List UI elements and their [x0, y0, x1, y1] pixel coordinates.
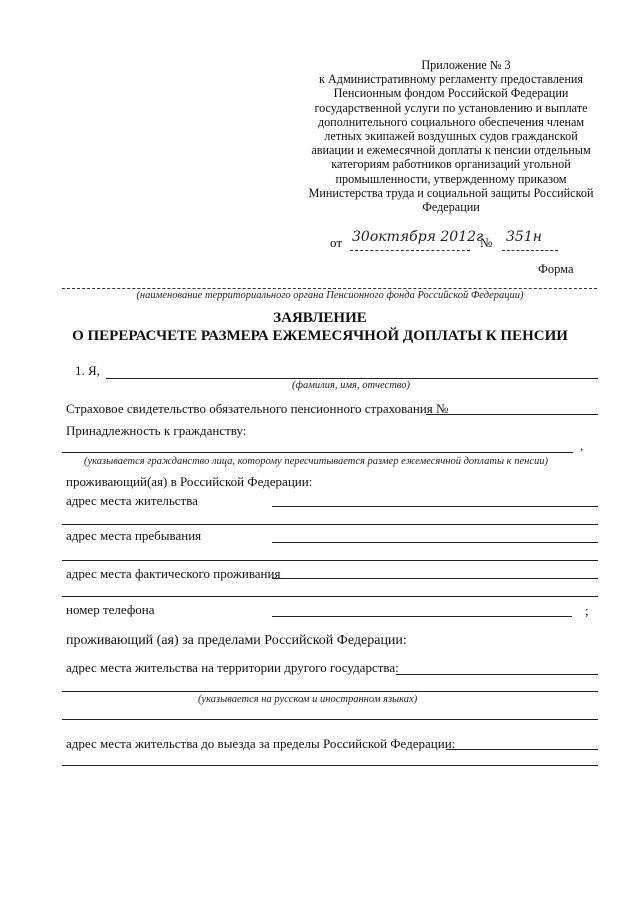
- before-departure-label: адрес места жительства до выезда за пределы Российской Федерации:: [66, 736, 456, 751]
- order-details: [330, 229, 600, 253]
- actual-residence-line-1[interactable]: [272, 578, 598, 579]
- foreign-address-hint: (указывается на русском и иностранном языках): [198, 694, 418, 705]
- appendix-text: к Административному регламенту предоставления Пенсионным фондом Российской Федерации государственной услуги по установлению и выплате дополнительного социального обеспечения членам летных экипажей воздушных судов гражданской авиации и ежемесячной доплаты к пенсии отдельным категориям работников организаций угольной промышленности, утвержденному приказом Министерства труда и социальной защиты Российской Федерации: [308, 72, 594, 215]
- stay-label: адрес места пребывания: [66, 528, 202, 543]
- citizenship-label: Принадлежность к гражданству:: [66, 423, 247, 438]
- before-departure-line-1[interactable]: [446, 749, 598, 750]
- order-number-handwritten: 351н: [506, 229, 542, 245]
- insurance-label: Страховое свидетельство обязательного пенсионного страхования №: [66, 401, 449, 416]
- order-number-line: [502, 250, 558, 251]
- residence-label: адрес места жительства: [66, 493, 198, 508]
- document-title: ЗАЯВЛЕНИЕ: [273, 310, 367, 326]
- phone-semicolon: ;: [585, 603, 589, 618]
- foreign-address-label: адрес места жительства на территории другого государства:: [66, 660, 399, 675]
- residence-line-1[interactable]: [272, 506, 598, 507]
- fio-hint: (фамилия, имя, отчество): [292, 380, 410, 391]
- document-subtitle: О ПЕРЕРАСЧЕТЕ РАЗМЕРА ЕЖЕМЕСЯЧНОЙ ДОПЛАТЫ К ПЕНСИИ: [72, 328, 568, 344]
- actual-residence-label: адрес места фактического проживания: [66, 566, 281, 581]
- form-label: Форма: [538, 262, 574, 276]
- org-name-line[interactable]: [62, 288, 597, 289]
- phone-label: номер телефона: [66, 602, 155, 617]
- order-date-handwritten: 30октября 2012г: [352, 229, 484, 245]
- citizenship-line[interactable]: [62, 452, 573, 453]
- order-number-label: №: [480, 235, 493, 250]
- abroad-label: проживающий (ая) за пределами Российской Федерации:: [66, 633, 407, 648]
- residence-line-2[interactable]: [62, 524, 598, 525]
- org-name-hint: (наименование территориального органа Пенсионного фонда Российской Федерации): [136, 290, 524, 301]
- citizenship-hint: (указывается гражданство лица, которому пересчитывается размер ежемесячной доплаты к пенсии): [84, 456, 548, 467]
- item1-label: 1. Я,: [75, 363, 100, 378]
- foreign-address-line-2[interactable]: [62, 691, 598, 692]
- order-date-line: [350, 250, 470, 251]
- phone-line[interactable]: [272, 616, 572, 617]
- appendix-block: [305, 58, 597, 214]
- order-from-label: от: [330, 235, 343, 250]
- appendix-number: Приложение № 3: [421, 58, 511, 72]
- insurance-number-line[interactable]: [426, 414, 598, 415]
- stay-line-2[interactable]: [62, 560, 598, 561]
- before-departure-line-2[interactable]: [62, 765, 598, 766]
- foreign-address-line-3[interactable]: [62, 719, 598, 720]
- citizenship-comma: ,: [580, 438, 584, 453]
- foreign-address-line-1[interactable]: [396, 674, 598, 675]
- stay-line-1[interactable]: [272, 542, 598, 543]
- actual-residence-line-2[interactable]: [62, 596, 598, 597]
- fio-line[interactable]: [106, 378, 598, 379]
- resident-rf-label: проживающий(ая) в Российской Федерации:: [66, 474, 313, 489]
